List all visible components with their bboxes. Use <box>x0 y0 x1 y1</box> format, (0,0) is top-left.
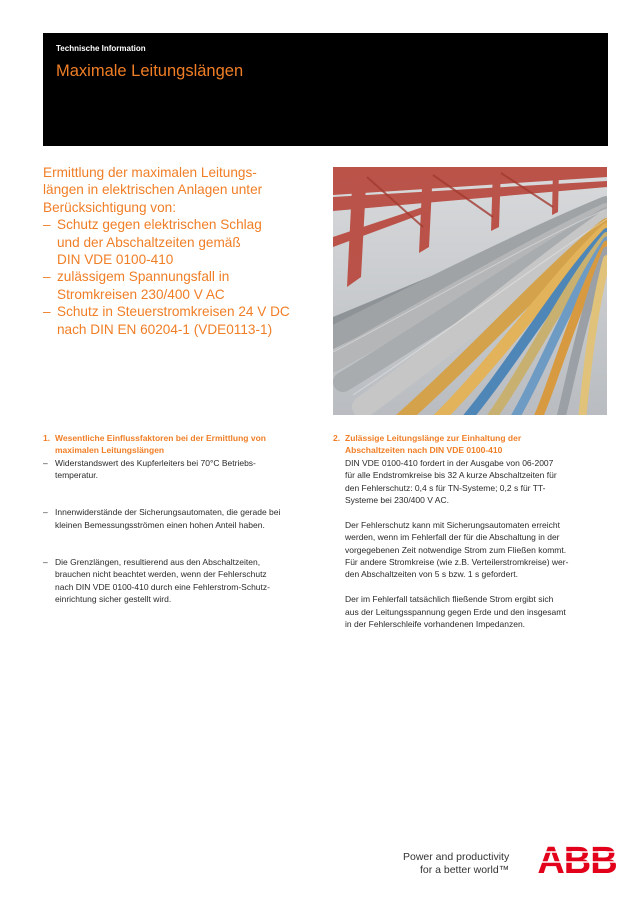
paragraph-line: Der Fehlerschutz kann mit Sicherungsautomaten erreicht <box>345 519 560 530</box>
section-heading-line: Wesentliche Einflussfaktoren bei der Ermittlung von <box>55 433 266 443</box>
paragraph <box>345 519 608 581</box>
paragraph-line: vorgegebenen Zeit notwendige Strom zum Fließen kommt. <box>345 544 567 555</box>
list-item-line: Innenwiderstände der Sicherungsautomaten, die gerade bei <box>55 507 281 518</box>
section-heading-line: Abschaltzeiten nach DIN VDE 0100-410 <box>345 445 503 456</box>
intro-bullet-line: Schutz in Steuerstromkreisen 24 V DC <box>57 304 290 320</box>
paragraph-line: den Abschaltzeiten von 5 s bzw. 1 s gefordert. <box>345 569 518 580</box>
header-banner <box>43 33 608 146</box>
abb-logo-text: ABB <box>538 840 616 876</box>
list-item-line: Die Grenzlängen, resultierend aus den Abschaltzeiten, <box>55 557 261 567</box>
intro-bullet-line: Schutz gegen elektrischen Schlag <box>57 217 262 233</box>
paragraph <box>345 593 608 630</box>
list-item: – Innenwiderstände der Sicherungsautomaten, die gerade bei kleinen Bemessungsströmen einen hohen Anteil haben. <box>43 507 281 530</box>
intro-bullet-line: Stromkreisen 230/400 V AC <box>57 286 225 302</box>
header-kicker: Technische Information <box>56 44 146 53</box>
intro-text <box>43 164 323 338</box>
paragraph-line: Der im Fehlerfall tatsächlich fließende Strom ergibt sich <box>345 594 554 605</box>
paragraph-line: DIN VDE 0100-410 fordert in der Ausgabe von 06-2007 <box>345 457 554 468</box>
section-heading-line: maximalen Leitungslängen <box>55 445 165 456</box>
section-heading-line: Zulässige Leitungslänge zur Einhaltung der <box>345 433 522 443</box>
paragraph-line: Systeme bei 230/400 V AC. <box>345 495 449 506</box>
slogan-line: for a better world™ <box>419 864 510 876</box>
section-1-heading <box>43 432 318 457</box>
paragraph-line: aus der Leitungsspannung gegen Erde und den insgesamt <box>345 606 566 617</box>
paragraph-line: werden, wenn im Fehlerfall der für die Abschaltung in der <box>345 532 560 543</box>
paragraph-line: in der Fehlerschleife vorhandenen Impedanzen. <box>345 619 526 630</box>
paragraph-line: Für andere Stromkreise (wie z.B. Verteilerstromkreise) wer- <box>345 557 569 568</box>
list-item: – Die Grenzlängen, resultierend aus den Abschaltzeiten, brauchen nicht beachtet werden, wenn der Fehlerschutz nach DIN VDE 0100-410 durch eine Fehlerstrom-Schutz- einrichtung sicher gestellt wird. <box>43 557 270 605</box>
intro-bullet-line: zulässigem Spannungsfall in <box>57 269 230 285</box>
footer-slogan <box>403 851 509 877</box>
page-title: Maximale Leitungslängen <box>56 62 244 80</box>
section-number: 2. <box>333 433 341 443</box>
list-item-line: temperatur. <box>55 470 98 481</box>
intro-bullet: – Schutz gegen elektrischen Schlag und der Abschaltzeiten gemäß DIN VDE 0100-410 <box>43 217 262 268</box>
list-item-line: einrichtung sicher gestellt wird. <box>55 594 172 605</box>
intro-lead-line: Berücksichtigung von: <box>43 199 176 215</box>
abb-logo <box>538 840 616 876</box>
slogan-line: Power and productivity <box>403 851 510 863</box>
paragraph-line: den Fehlerschutz: 0,4 s für TN-Systeme; 0,2 s für TT- <box>345 482 546 493</box>
list-item: – Widerstandswert des Kupferleiters bei 70°C Betriebs- temperatur. <box>43 457 256 481</box>
intro-bullet-line: und der Abschaltzeiten gemäß <box>57 234 241 250</box>
section-1 <box>43 432 318 606</box>
intro-bullet-line: nach DIN EN 60204-1 (VDE0113-1) <box>57 321 273 337</box>
paragraph <box>345 457 608 507</box>
section-2-body <box>333 457 608 631</box>
section-2 <box>333 432 608 630</box>
list-item-line: kleinen Bemessungsströmen einen hohen Anteil haben. <box>55 519 265 530</box>
cable-tray-photo <box>333 167 607 415</box>
list-item-line: nach DIN VDE 0100-410 durch eine Fehlerstrom-Schutz- <box>55 581 270 592</box>
intro-lead-line: längen in elektrischen Anlagen unter <box>43 182 263 198</box>
intro-lead-line: Ermittlung der maximalen Leitungs- <box>43 165 257 180</box>
list-item-line: brauchen nicht beachtet werden, wenn der Fehlerschutz <box>55 569 267 580</box>
intro-bullet: – Schutz in Steuerstromkreisen 24 V DC nach DIN EN 60204-1 (VDE0113-1) <box>43 304 290 337</box>
intro-bullet: – zulässigem Spannungsfall in Stromkreisen 230/400 V AC <box>43 269 230 302</box>
section-number: 1. <box>43 433 51 443</box>
intro-bullet-line: DIN VDE 0100-410 <box>57 252 174 268</box>
section-2-heading <box>333 432 608 457</box>
list-item-line: Widerstandswert des Kupferleiters bei 70°C Betriebs- <box>55 457 256 468</box>
paragraph-line: für alle Endstromkreise bis 32 A kurze Abschaltzeiten für <box>345 470 557 481</box>
